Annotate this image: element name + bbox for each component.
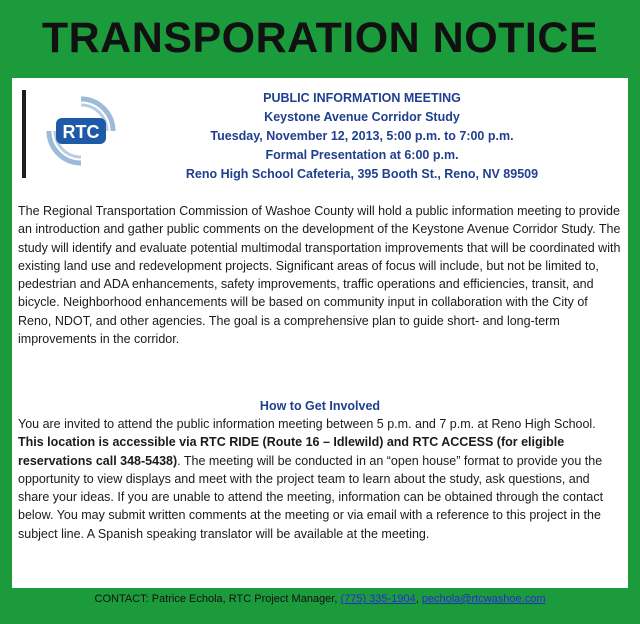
meeting-study: Keystone Avenue Corridor Study: [264, 110, 460, 124]
contact-label: CONTACT: Patrice Echola, RTC Project Manager,: [94, 593, 341, 605]
involved-heading: How to Get Involved: [259, 399, 381, 413]
logo-text: RTC: [62, 122, 100, 142]
meeting-location: Reno High School Cafeteria, 395 Booth St., Reno, NV 89509: [185, 167, 539, 181]
involved-text-before: You are invited to attend the public information meeting between 5 p.m. and 7 p.m. at Reno High School.: [18, 417, 596, 431]
contact-line: [0, 593, 640, 605]
involved-text-bold: This location is accessible via RTC RIDE (Route 16 – Idlewild) and RTC ACCESS (for eligible reservations call 348-5438): [18, 435, 565, 468]
meeting-heading: PUBLIC INFORMATION MEETING: [263, 91, 461, 105]
meeting-presentation: Formal Presentation at 6:00 p.m.: [265, 148, 459, 162]
contact-phone-link[interactable]: (775) 335-1904: [340, 593, 416, 605]
involved-paragraph: [18, 415, 624, 543]
contact-separator: ,: [415, 593, 422, 605]
meeting-header: [122, 89, 602, 184]
rtc-logo: [46, 96, 116, 166]
contact-email-link[interactable]: pechola@rtcwashoe.com: [421, 593, 546, 605]
notice-panel: [12, 78, 628, 588]
intro-paragraph: The Regional Transportation Commission of Washoe County will hold a public information meeting to provide an introduction and gather public comments on the development of the Keystone Avenue Corridor Study. The study will identify and evaluate potential multimodal transportation improvements that will be coordinated with existing land use and redevelopment projects. Significant areas of focus will include, but not be limited to, pedestrian and ADA enhancements, safety improvements, traffic operations and efficiencies, transit, and bicycle. Neighborhood enhancements will be based on community input in collaboration with the City of Reno, NDOT, and other agencies. The goal is a comprehensive plan to guide short- and long-term improvements in the corridor.: [18, 204, 621, 347]
involved-text-after: . The meeting will be conducted in an “open house” format to provide you the opportunity to view displays and meet with the project team to learn about the study, ask questions, and share your ideas. If you are unable to attend the meeting, information can be obtained through the contact below. You may submit written comments at the meeting or via email with a reference to this project in the subject line. A Spanish speaking translator will be available at the meeting.: [18, 453, 604, 541]
logo-divider: [22, 90, 26, 178]
notice-title: TRANSPORATION NOTICE: [41, 14, 599, 62]
meeting-datetime: Tuesday, November 12, 2013, 5:00 p.m. to 7:00 p.m.: [210, 129, 514, 143]
